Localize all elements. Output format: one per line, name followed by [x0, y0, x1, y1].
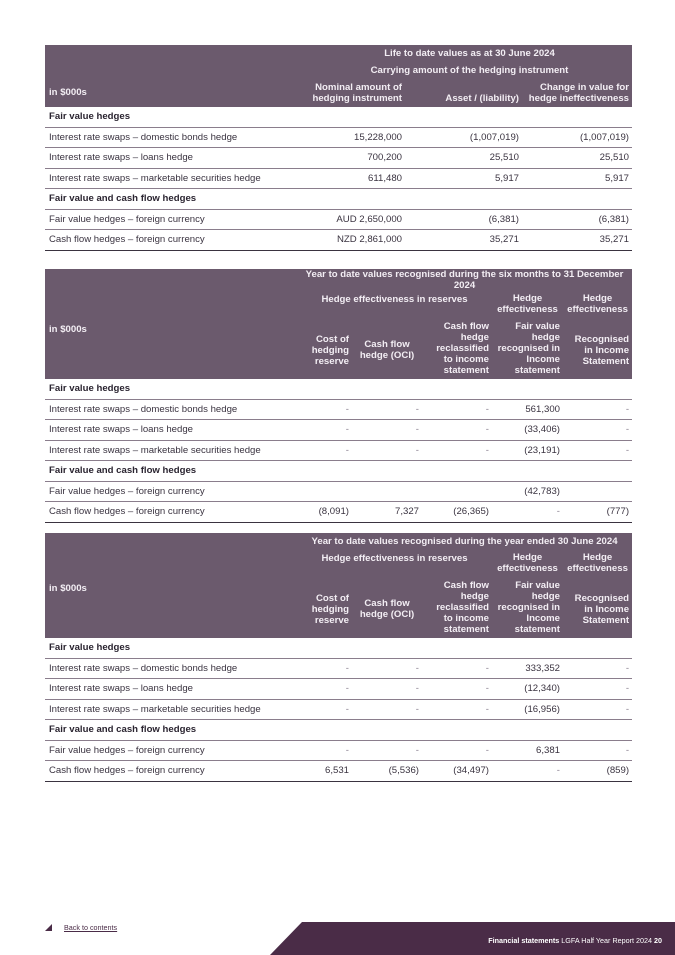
- cell-value: (33,406): [492, 420, 563, 441]
- footer-report: LGFA Half Year Report 2024: [561, 936, 652, 945]
- row-label: Fair value hedges – foreign currency: [45, 481, 297, 502]
- footer-section: Financial statements: [488, 936, 560, 945]
- row-label: Cash flow hedges – foreign currency: [45, 230, 307, 251]
- cell-value: (12,340): [492, 679, 563, 700]
- cell-value: (34,497): [422, 761, 492, 782]
- row-label: Interest rate swaps – marketable securities hedge: [45, 699, 297, 720]
- cell-value: (23,191): [492, 440, 563, 461]
- cell-value: -: [297, 658, 352, 679]
- cell-value: -: [422, 740, 492, 761]
- column-header: Cash flow hedge reclassified to income statement: [436, 320, 489, 377]
- column-header: Recognised in Income Statement: [574, 333, 630, 368]
- cell-value: -: [352, 658, 422, 679]
- cell-value: AUD 2,650,000: [307, 209, 405, 230]
- cell-value: 333,352: [492, 658, 563, 679]
- cell-value: -: [297, 679, 352, 700]
- table-row: [45, 209, 632, 230]
- cell-value: -: [297, 440, 352, 461]
- row-label: Interest rate swaps – domestic bonds hedge: [45, 399, 297, 420]
- group-header: Hedge effectiveness: [567, 551, 628, 574]
- cell-value: -: [422, 679, 492, 700]
- group-header: Hedge effectiveness in reserves: [321, 294, 468, 306]
- column-header: Fair value hedge recognised in Income statement: [497, 320, 560, 377]
- cell-value: [352, 481, 422, 502]
- column-header: Change in value for hedge ineffectiveness: [528, 81, 630, 104]
- table-header-title: Year to date values recognised during the six months to 31 December 2024: [305, 269, 624, 292]
- row-label: Cash flow hedges – foreign currency: [45, 761, 297, 782]
- cell-value: -: [297, 740, 352, 761]
- row-label: Cash flow hedges – foreign currency: [45, 502, 297, 523]
- group-header: Hedge effectiveness in reserves: [321, 553, 468, 564]
- unit-label: in $000s: [49, 324, 87, 336]
- unit-label: in $000s: [49, 87, 87, 99]
- table-header-title: Year to date values recognised during the year ended 30 June 2024: [311, 535, 618, 547]
- table-row: [45, 127, 632, 148]
- table-row: [45, 761, 632, 782]
- cell-value: -: [563, 679, 632, 700]
- row-label: Interest rate swaps – domestic bonds hedge: [45, 658, 297, 679]
- cell-value: (8,091): [297, 502, 352, 523]
- row-label: Fair value hedges – foreign currency: [45, 209, 307, 230]
- cell-value: NZD 2,861,000: [307, 230, 405, 251]
- row-label: Interest rate swaps – loans hedge: [45, 679, 297, 700]
- column-header: Cost of hedging reserve: [311, 333, 349, 368]
- section-heading: Fair value and cash flow hedges: [45, 720, 632, 741]
- column-header: Fair value hedge recognised in Income statement: [497, 579, 560, 635]
- cell-value: -: [352, 440, 422, 461]
- row-label: Interest rate swaps – marketable securities hedge: [45, 440, 297, 461]
- column-header: Cash flow hedge reclassified to income statement: [436, 579, 489, 635]
- cell-value: -: [563, 740, 632, 761]
- cell-value: -: [563, 420, 632, 441]
- table-row: [45, 440, 632, 461]
- cell-value: -: [563, 658, 632, 679]
- table-year-ended: [45, 533, 632, 782]
- row-label: Interest rate swaps – domestic bonds hedge: [45, 127, 307, 148]
- table-row: [45, 168, 632, 189]
- group-header: Hedge effectiveness: [497, 551, 558, 574]
- table-row: [45, 399, 632, 420]
- cell-value: (5,536): [352, 761, 422, 782]
- cell-value: -: [352, 420, 422, 441]
- unit-label: in $000s: [49, 583, 87, 594]
- column-header: Asset / (liability): [445, 92, 519, 104]
- table-row: [45, 658, 632, 679]
- cell-value: (1,007,019): [522, 127, 632, 148]
- table-row: [45, 481, 632, 502]
- cell-value: [422, 481, 492, 502]
- column-header: Cash flow hedge (OCI): [359, 597, 415, 620]
- cell-value: -: [492, 761, 563, 782]
- table-row: [45, 420, 632, 441]
- cell-value: 5,917: [522, 168, 632, 189]
- cell-value: (42,783): [492, 481, 563, 502]
- cell-value: (859): [563, 761, 632, 782]
- cell-value: [297, 481, 352, 502]
- cell-value: -: [297, 399, 352, 420]
- section-heading: Fair value hedges: [45, 379, 632, 399]
- column-header: Recognised in Income Statement: [574, 592, 630, 626]
- cell-value: 7,327: [352, 502, 422, 523]
- table-row: [45, 230, 632, 251]
- section-heading: Fair value hedges: [45, 107, 632, 127]
- cell-value: (16,956): [492, 699, 563, 720]
- cell-value: 611,480: [307, 168, 405, 189]
- table-six-months: [45, 269, 632, 523]
- cell-value: -: [352, 399, 422, 420]
- section-heading: Fair value and cash flow hedges: [45, 461, 632, 482]
- table-row: [45, 679, 632, 700]
- cell-value: -: [297, 420, 352, 441]
- cell-value: -: [352, 740, 422, 761]
- cell-value: 25,510: [522, 148, 632, 169]
- cell-value: (1,007,019): [405, 127, 522, 148]
- footer-caption: [488, 936, 662, 945]
- column-header: Cost of hedging reserve: [311, 592, 349, 626]
- cell-value: -: [352, 699, 422, 720]
- cell-value: (26,365): [422, 502, 492, 523]
- group-header: Hedge effectiveness: [567, 293, 628, 316]
- cell-value: 35,271: [522, 230, 632, 251]
- table-row: [45, 699, 632, 720]
- table-row: [45, 740, 632, 761]
- cell-value: -: [422, 699, 492, 720]
- cell-value: -: [297, 699, 352, 720]
- cell-value: -: [422, 399, 492, 420]
- cell-value: -: [563, 440, 632, 461]
- cell-value: 5,917: [405, 168, 522, 189]
- cell-value: (6,381): [405, 209, 522, 230]
- cell-value: 35,271: [405, 230, 522, 251]
- back-to-contents-link[interactable]: Back to contents: [64, 923, 118, 932]
- triangle-icon: [45, 924, 52, 931]
- back-to-contents[interactable]: [45, 923, 117, 932]
- row-label: Fair value hedges – foreign currency: [45, 740, 297, 761]
- page-number: 20: [654, 936, 662, 945]
- row-label: Interest rate swaps – marketable securities hedge: [45, 168, 307, 189]
- cell-value: 6,381: [492, 740, 563, 761]
- cell-value: -: [352, 679, 422, 700]
- cell-value: -: [422, 420, 492, 441]
- cell-value: (6,381): [522, 209, 632, 230]
- table-header-subtitle: Carrying amount of the hedging instrument: [370, 64, 569, 76]
- table-row: [45, 148, 632, 169]
- cell-value: -: [563, 699, 632, 720]
- cell-value: -: [563, 399, 632, 420]
- group-header: Hedge effectiveness: [497, 293, 558, 316]
- cell-value: -: [422, 658, 492, 679]
- table-header-title: Life to date values as at 30 June 2024: [384, 47, 555, 59]
- cell-value: -: [422, 440, 492, 461]
- cell-value: 6,531: [297, 761, 352, 782]
- cell-value: -: [492, 502, 563, 523]
- table-row: [45, 502, 632, 523]
- cell-value: 15,228,000: [307, 127, 405, 148]
- cell-value: [563, 481, 632, 502]
- row-label: Interest rate swaps – loans hedge: [45, 420, 297, 441]
- cell-value: 25,510: [405, 148, 522, 169]
- cell-value: 561,300: [492, 399, 563, 420]
- cell-value: 700,200: [307, 148, 405, 169]
- column-header: Nominal amount of hedging instrument: [312, 81, 402, 104]
- row-label: Interest rate swaps – loans hedge: [45, 148, 307, 169]
- section-heading: Fair value hedges: [45, 638, 632, 658]
- cell-value: (777): [563, 502, 632, 523]
- table-life-to-date: [45, 45, 632, 251]
- column-header: Cash flow hedge (OCI): [359, 339, 415, 362]
- section-heading: Fair value and cash flow hedges: [45, 189, 632, 210]
